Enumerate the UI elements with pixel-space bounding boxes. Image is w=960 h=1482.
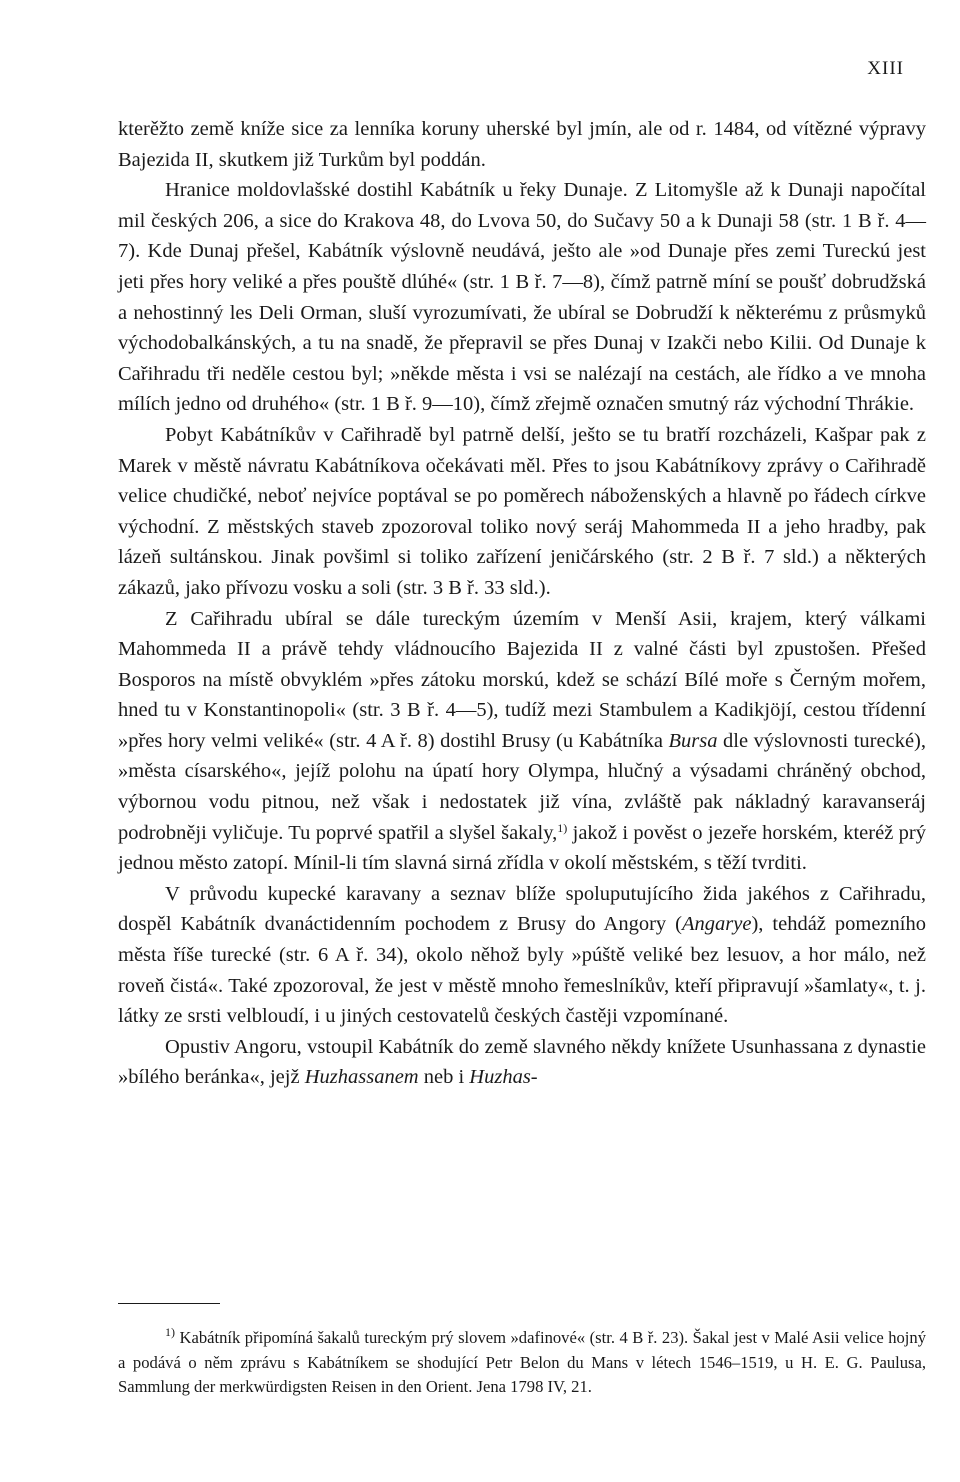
italic-term: Angarye <box>681 913 752 936</box>
footnote-ref: 1) <box>557 820 568 835</box>
text-run: neb i <box>418 1066 470 1089</box>
footnote-marker: 1) <box>165 1325 175 1339</box>
text-run: Opustiv Angoru, vstoupil Kabátník do země slavného někdy knížete Usunhassana z dynastie »bílého beránka«, jejž <box>118 1035 926 1089</box>
text-run: Z Cařihradu ubíral se dále tureckým územím v Menší Asii, krajem, který válkami Mahommeda II a právě tehdy vládnoucího Bajezida II z valné části byl zpustošen. Přešed Bosporos na místě obvyklém »přes zátoku morskú, kdež se schází Bílé moře s Černým mořem, hned tu v Konstantinopoli« (str. 3 B ř. 4—5), tudíž mezi Stambulem a Kadikjöjí, cestou třídenní »přes hory velmi veliké« (str. 4 A ř. 8) dostihl Brusy (u Kabátníka <box>118 607 926 752</box>
footnote <box>118 1326 926 1400</box>
italic-term: Huzhassanem <box>304 1066 419 1089</box>
footnote-separator <box>118 1303 220 1304</box>
footnotes <box>118 1326 926 1400</box>
text-run: V průvodu kupecké karavany a seznav blíže spoluputujícího žida jakéhos z Cařihradu, dospěl Kabátník dvanáctidenním pochodem z Brusy do Angory ( <box>118 882 926 936</box>
text-run: Hranice moldovlašské dostihl Kabátník u řeky Dunaje. Z Litomyšle až k Dunaji napočítal mil českých 206, a sice do Krakova 48, do Lvova 50, do Sučavy 50 a k Dunaji 58 (str. 1 B ř. 4—7). Kde Dunaj přešel, Kabátník výslovně neudává, ješto ale »od Dunaje přes zemi Tureckú jest jeti přes hory veliké a přes pouště dlúhé« (str. 1 B ř. 7—8), čímž patrně míní se poušť dobrudžská a nehostinný les Deli Orman, sluší vyrozumívati, že ubíral se Dobrudží k některému z průsmyků východobalkánských, a tu na snadě, že přepravil se přes Dunaj v Izakči nebo Kilii. Od Dunaje k Cařihradu tři neděle cestou byl; »někde města i vsi se nalézají na cestách, ale řídko a ve mnoha mílích jedno od druhého« (str. 1 B ř. 9—10), čímž zřejmě označen smutný ráz východní Thrákie. <box>118 179 926 416</box>
paragraph <box>118 175 926 420</box>
text-run: kterěžto země kníže sice za lenníka koruny uherské byl jmín, ale od r. 1484, od vítězné výpravy Bajezida II, skutkem již Turkům byl poddán. <box>118 118 926 171</box>
italic-term: Bursa <box>668 729 718 752</box>
text-run: jakož i pověst o jezeře horském, kteréž prý jednou město zatopí. Mínil-li tím slavná sirná zřídla v okolí městském, s těží tvrditi. <box>118 821 926 875</box>
page-number: XIII <box>867 58 904 79</box>
italic-term: Huzhas- <box>469 1066 538 1089</box>
paragraph <box>118 114 926 175</box>
paragraph <box>118 604 926 879</box>
paragraph <box>118 1032 926 1093</box>
footnote-text: Kabátník připomíná šakalů tureckým prý slovem »dafinové« (str. 4 B ř. 23). Šakal jest v Malé Asii velice hojný a podává o něm zprávu s Kabátníkem se shodující Petr Belon du Mans v létech 1546–1519, u H. E. G. Paulusa, Sammlung der merkwürdigsten Reisen in den Orient. Jena 1798 IV, 21. <box>118 1328 926 1396</box>
main-text <box>118 114 926 1093</box>
text-run: dle výslovnosti turecké), »města císarského«, jejíž polohu na úpatí hory Olympa, hlučný a výsadami chráněný obchod, výbornou vodu pitnou, než však i nedostatek již vína, zvláště pak nákladný karavanseráj podrobněji vyličuje. Tu poprvé spatřil a slyšel šakaly, <box>118 729 926 844</box>
text-run: Pobyt Kabátníkův v Cařihradě byl patrně delší, ješto se tu bratří rozcházeli, Kašpar pak z Marek v městě návratu Kabátníkova očekávati měl. Přes to jsou Kabátníkovy zprávy o Cařihradě velice chudičké, neboť nejvíce poptával se po poměrech náboženských a hlavně po řádech církve východní. Z městských staveb zpozoroval toliko nový seráj Mahommeda II a jeho hradby, pak lázeň sultánskou. Jinak povšiml si toliko zařízení jeničárského (str. 2 B ř. 7 sld.) a některých zákazů, jako přívozu vosku a soli (str. 3 B ř. 33 sld.). <box>118 423 926 599</box>
text-run: ), tehdáž pomezního města říše turecké (str. 6 A ř. 34), okolo něhož byly »púště veliké bez lesuov, a hor málo, než roveň čistá«. Také zpozoroval, že jest v městě mnoho řemeslníkův, kteří připravují »šamlaty«, t. j. látky ze srsti velbloudí, i u jiných cestovatelů českých častěji vzpomínané. <box>118 913 926 1028</box>
paragraph <box>118 420 926 604</box>
paragraph <box>118 879 926 1032</box>
